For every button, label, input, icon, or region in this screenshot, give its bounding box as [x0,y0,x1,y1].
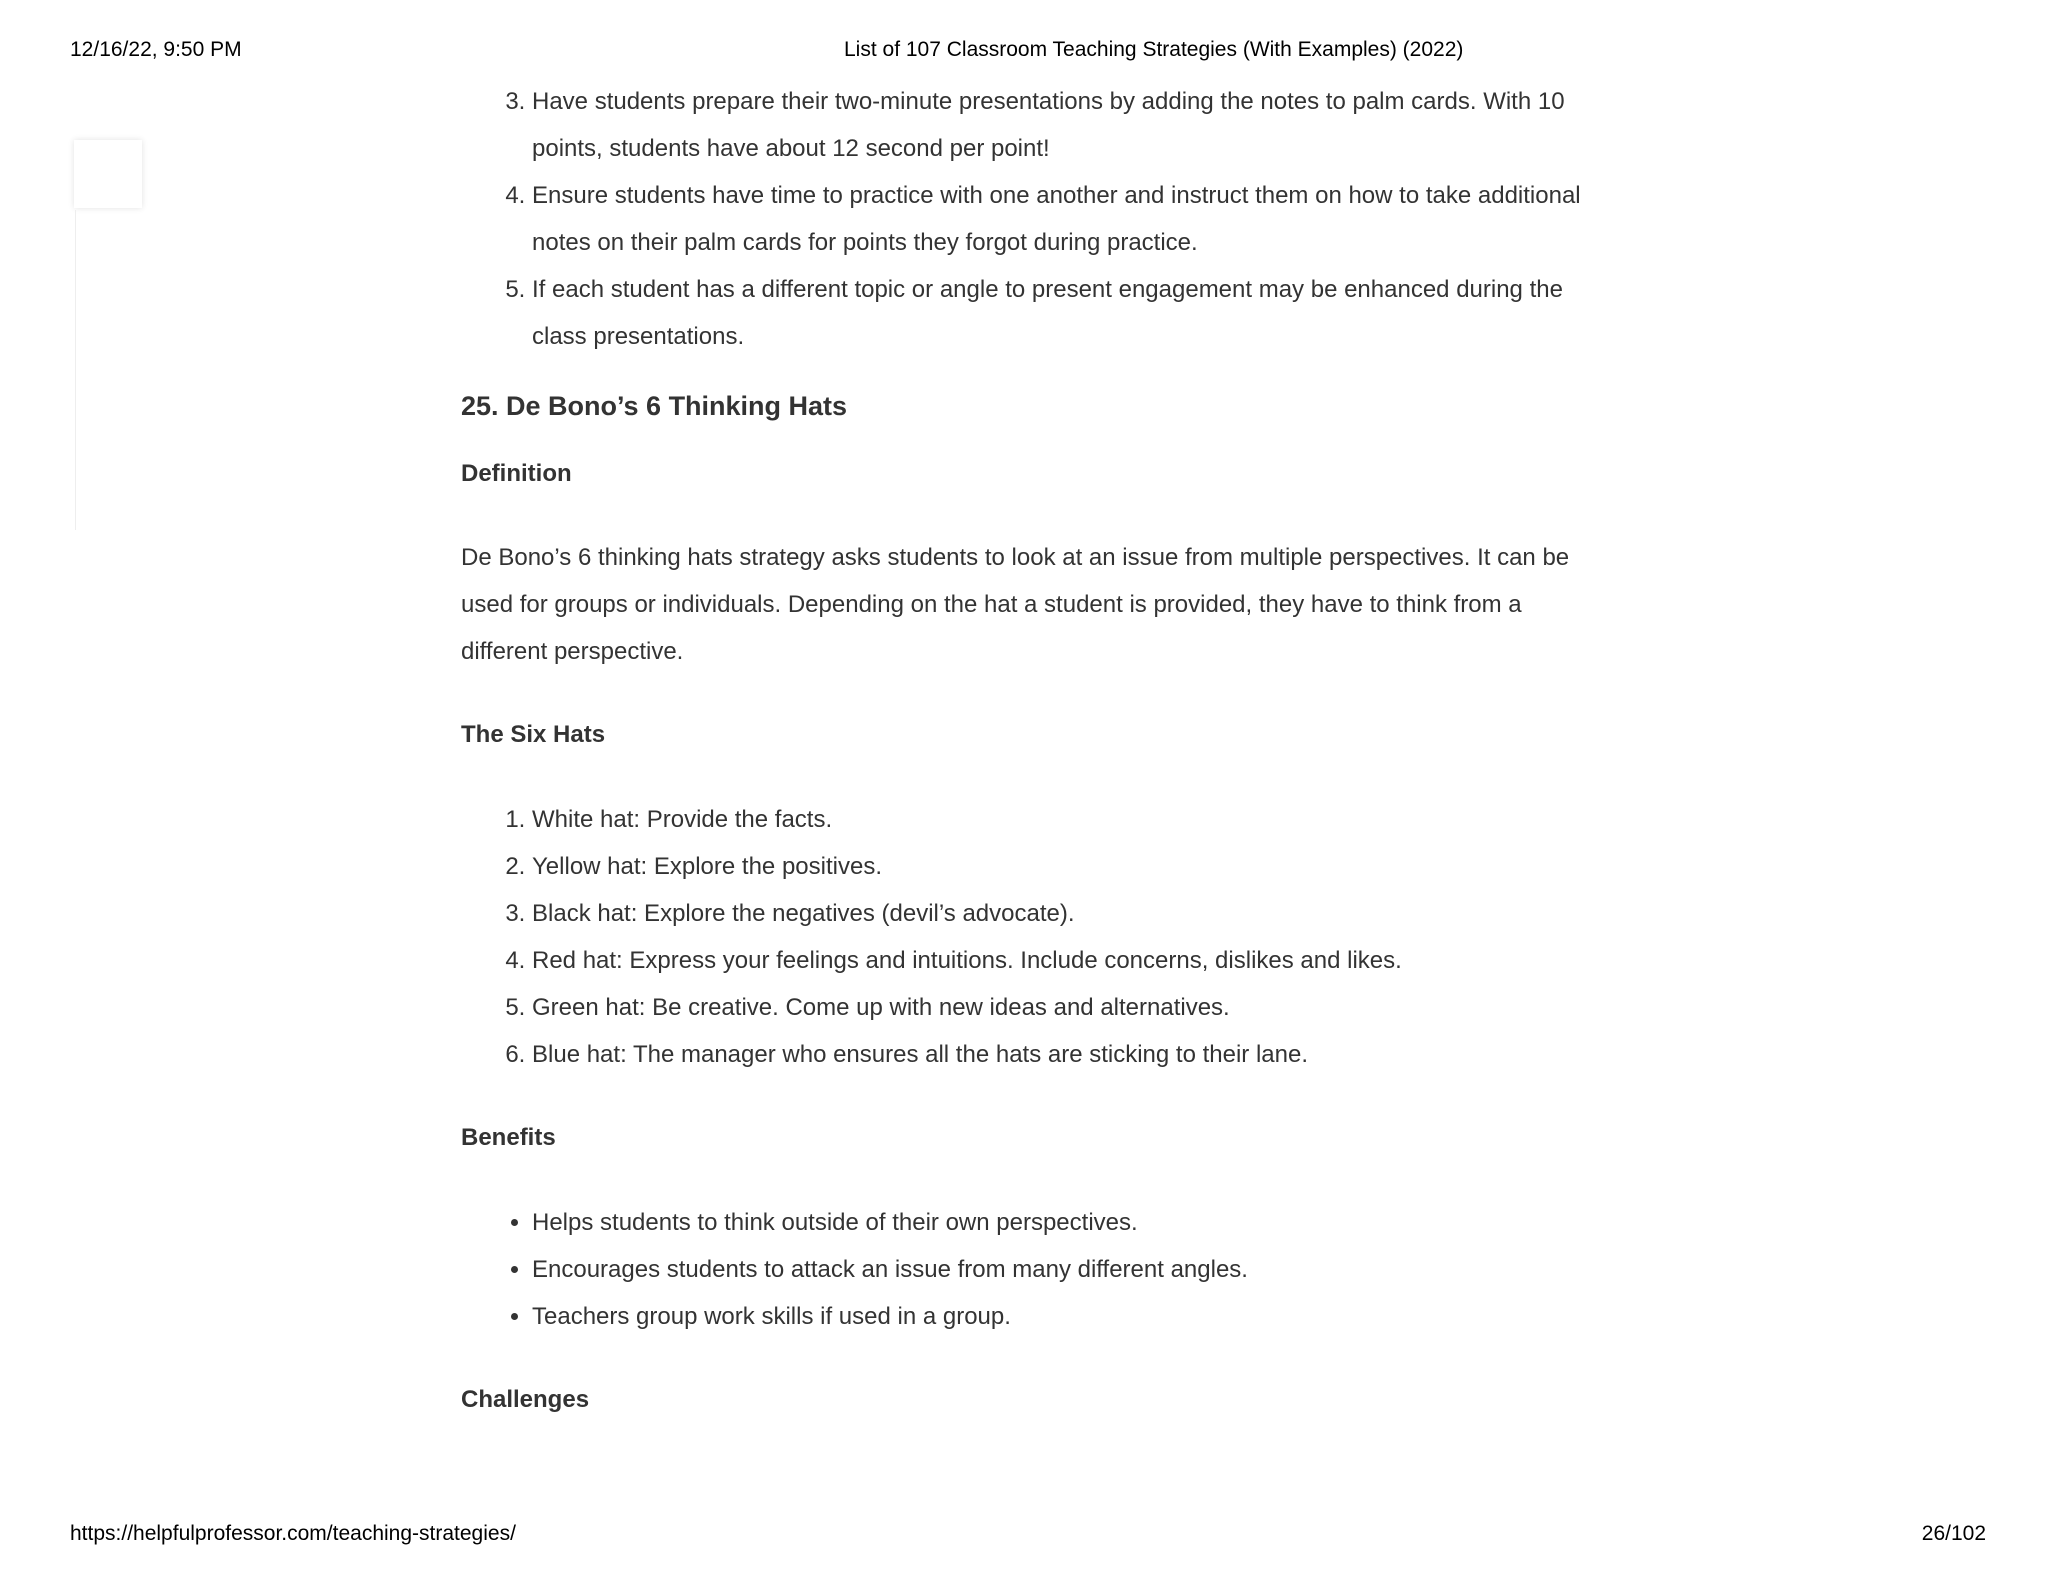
list-item: • Encourages students to attack an issue from many different angles. [532,1246,1581,1293]
benefits-list [461,1199,1581,1340]
section-heading: 25. De Bono’s 6 Thinking Hats [461,391,848,421]
list-item: 1. White hat: Provide the facts. [532,796,1581,843]
list-item: • Helps students to think outside of their own perspectives. [532,1199,1581,1246]
list-item: 3. Black hat: Explore the negatives (devil’s advocate). [532,890,1581,937]
print-page-title: List of 107 Classroom Teaching Strategies (With Examples) (2022) [844,38,1464,61]
challenges-heading: Challenges [461,1386,590,1413]
benefits-heading: Benefits [461,1124,556,1151]
list-item: 2. Yellow hat: Explore the positives. [532,843,1581,890]
list-item: 4. Red hat: Express your feelings and intuitions. Include concerns, dislikes and likes. [532,937,1581,984]
list-item: 5. Green hat: Be creative. Come up with new ideas and alternatives. [532,984,1581,1031]
floating-side-widget [74,140,142,208]
continued-steps-list [461,78,1581,360]
article-content [461,78,1581,1423]
list-item: 3. Have students prepare their two-minute presentations by adding the notes to palm cards. With 10 points, students have about 12 second per point! [532,78,1581,172]
list-item: 5. If each student has a different topic or angle to present engagement may be enhanced during the class presentations. [532,266,1581,360]
definition-heading: Definition [461,460,572,487]
side-rail-divider [75,210,76,530]
list-item: 4. Ensure students have time to practice with one another and instruct them on how to take additional notes on their palm cards for points they forgot during practice. [532,172,1581,266]
six-hats-heading: The Six Hats [461,721,606,748]
print-footer [70,1522,1986,1548]
print-page-number: 26/102 [1921,1522,1986,1545]
print-source-url: https://helpfulprofessor.com/teaching-strategies/ [70,1522,516,1545]
list-item: • Teachers group work skills if used in a group. [532,1293,1581,1340]
print-datetime: 12/16/22, 9:50 PM [70,38,242,61]
definition-paragraph: De Bono’s 6 thinking hats strategy asks students to look at an issue from multiple perspectives. It can be used for groups or individuals. Depending on the hat a student is provided, they have to think from a different perspective. [461,544,1570,665]
print-header [70,38,1986,64]
list-item: 6. Blue hat: The manager who ensures all the hats are sticking to their lane. [532,1031,1581,1078]
six-hats-list [461,796,1581,1078]
